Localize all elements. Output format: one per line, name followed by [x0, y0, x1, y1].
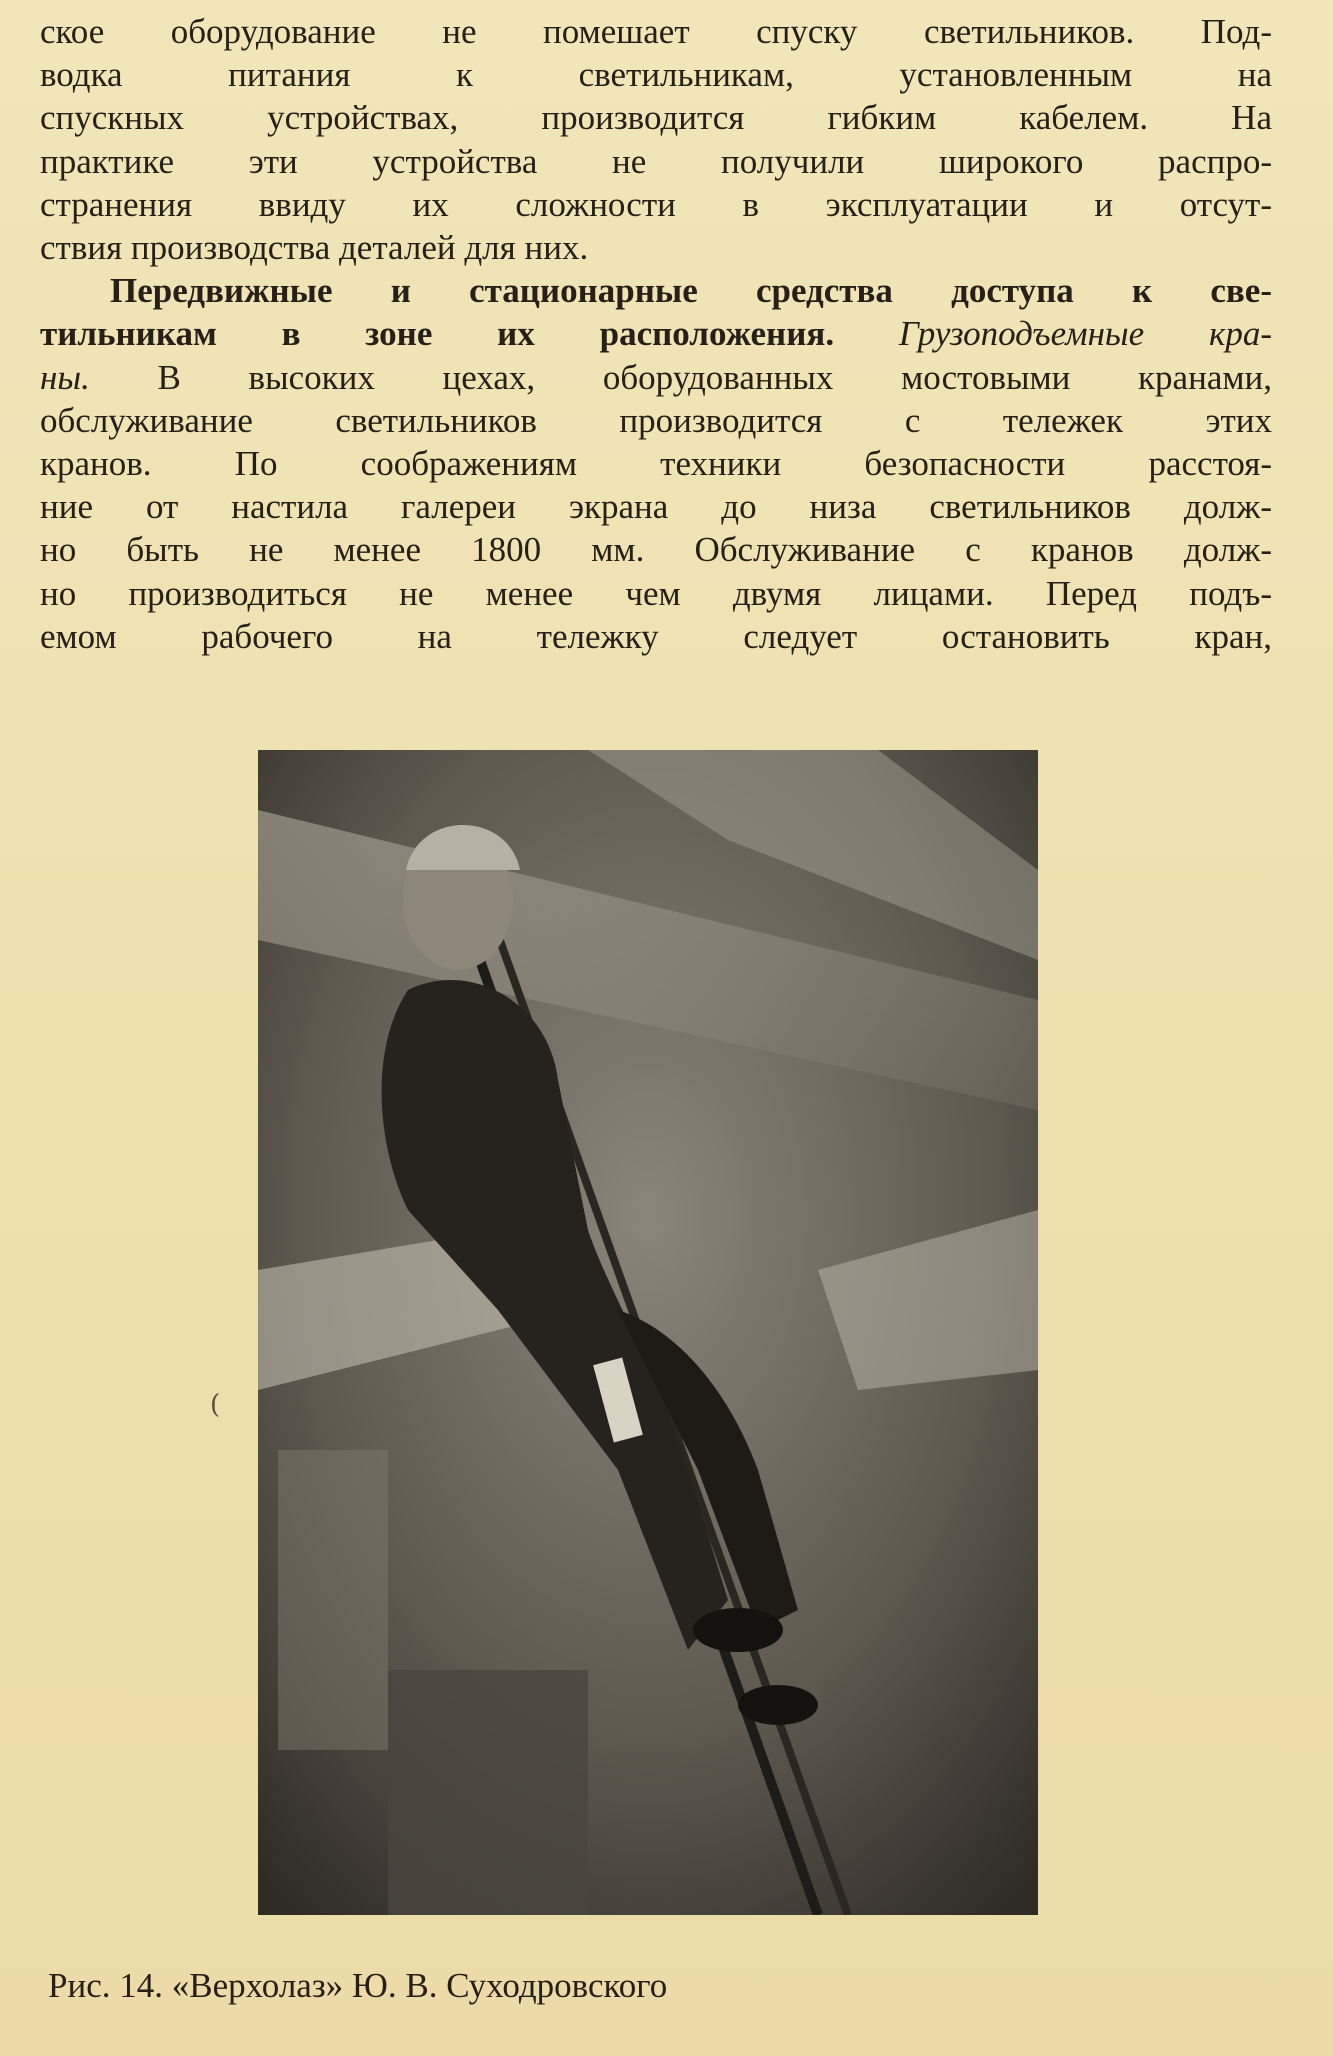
text-line — [40, 312, 1272, 355]
structure-shape — [388, 1670, 588, 1915]
subheading-italic-cont: ны. — [40, 357, 90, 397]
text-line: но быть не менее 1800 мм. Обслуживание с кранов долж- — [40, 530, 1272, 570]
text-run: В высоких цехах, оборудованных мостовыми кранами, — [157, 357, 1272, 397]
section-heading-line — [40, 269, 1272, 312]
photo-illustration — [258, 750, 1038, 1915]
text-line: обслуживание светильников производится с тележек этих — [40, 400, 1272, 440]
margin-mark: ( — [210, 1390, 221, 1420]
text-line: емом рабочего на тележку следует остановить кран, — [40, 616, 1272, 656]
figure-photo — [258, 750, 1038, 1915]
structure-shape — [278, 1450, 388, 1750]
section-heading-cont: тильникам в зоне их расположения. — [40, 314, 835, 354]
text-line: практике эти устройства не получили широкого распро- — [40, 141, 1272, 181]
text-line: ствия производства деталей для них. — [40, 228, 589, 268]
worker-boot — [738, 1685, 818, 1725]
text-line: спускных устройствах, производится гибким кабелем. На — [40, 98, 1272, 138]
text-line — [40, 356, 1272, 399]
section-heading: Передвижные и стационарные средства доступа к све- — [110, 271, 1272, 311]
text-line: странения ввиду их сложности в эксплуатации и отсут- — [40, 184, 1272, 224]
text-line: ское оборудование не помешает спуску светильников. Под- — [40, 12, 1272, 51]
text-line: ние от настила галереи экрана до низа светильников долж- — [40, 487, 1272, 527]
subheading-italic: Грузоподъемные кра- — [898, 314, 1272, 354]
text-line: но производиться не менее чем двумя лицами. Перед подъ- — [40, 573, 1272, 613]
body-text — [40, 10, 1272, 658]
figure-caption: Рис. 14. «Верхолаз» Ю. В. Суходровского — [48, 1966, 668, 2005]
worker-boot — [693, 1608, 783, 1652]
text-line: кранов. По соображениям техники безопасности расстоя- — [40, 444, 1272, 484]
text-line: водка питания к светильникам, установленным на — [40, 55, 1272, 95]
